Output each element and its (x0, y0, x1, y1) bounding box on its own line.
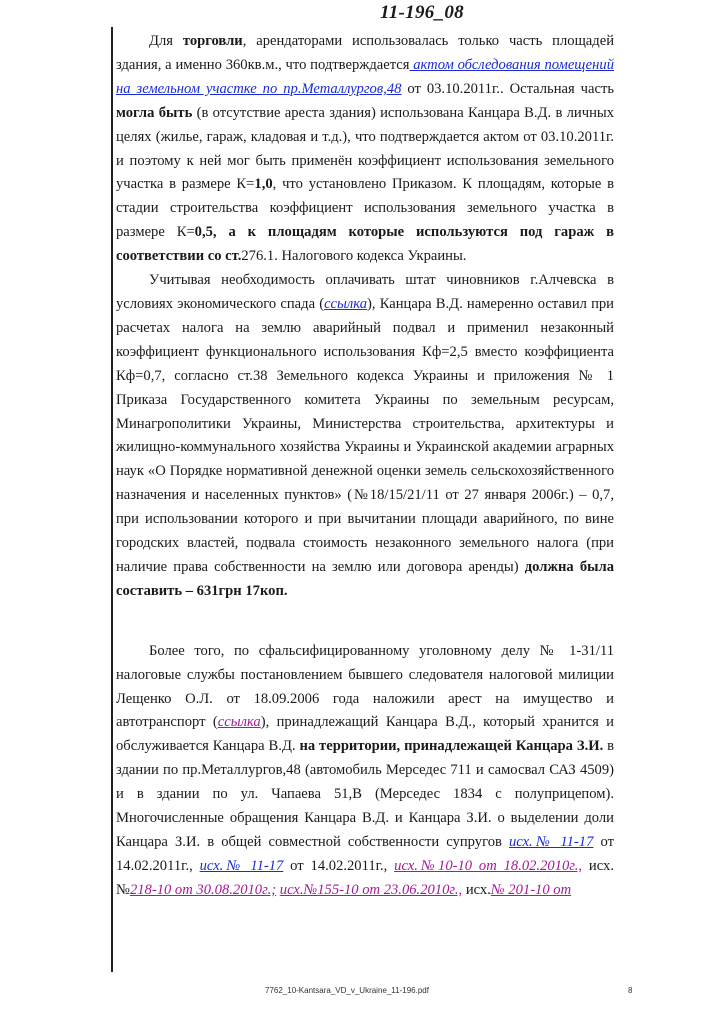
text-bold: 1,0 (254, 176, 273, 193)
margin-rule (111, 27, 113, 972)
link-outgoing-218-10[interactable]: 218-10 от 30.08.2010г.; (129, 881, 277, 898)
text-run: Учитывая необходимость оплачивать штат чиновников г.Алчевска в условиях экономического спада ( (116, 272, 614, 312)
paragraph-2 (116, 269, 614, 604)
text-run: от 14.02.2011г., (116, 834, 614, 874)
link-inspection-act[interactable]: актом обследования помещений на земельном участке по пр.Металлургов,48 (116, 56, 614, 97)
text-bold: на территории, принадлежащей Канцара З.И. (299, 738, 604, 755)
text-run: 276.1. Налогового кодекса Украины. (241, 248, 467, 265)
text-run: в здании по пр.Металлургов,48 (автомобиль Мерседес 711 и самосвал САЗ 4509) и в здании по ул. Чапаева 51,В (Мерседес 1834 с полуприцепом). Многочисленные обращения Канцара В.Д. и Канцара З.И. о выделении доли Канцара З.И. в общей совместной собственности супругов (116, 738, 615, 850)
footer-filename: 7762_10-Kantsara_VD_v_Ukraine_11-196.pdf (265, 986, 429, 995)
text-bold: должна была составить – 631грн 17коп. (116, 558, 615, 599)
paragraph-1 (116, 30, 614, 269)
text-run: (в отсутствие ареста здания) использована Канцара В.Д. в личных целях (жилье, гараж, кладовая и т.д.), что подтверждается актом от 03.10.2011г. и поэтому к ней мог быть применён коэффициент использования земельного участка в размере К= (116, 104, 614, 193)
text-run: , что установлено Приказом. К площадям, которые в стадии строительства коэффициент использования земельного участка в размере К= (116, 176, 615, 241)
paragraph-gap (116, 604, 614, 640)
text-bold: могла быть (116, 104, 193, 121)
paragraph-3 (116, 640, 614, 903)
link-reference[interactable]: ссылка (324, 295, 368, 312)
text-run: Более того, по сфальсифицированному уголовному делу № 1-31/11 налоговые службы постановлением бывшего следователя налоговой милиции Лещенко О.Л. от 18.09.2006 года наложили арест на имущество и автотранспорт ( (116, 642, 614, 731)
text-run: Для (149, 33, 183, 49)
link-outgoing-201-10[interactable]: № 201-10 от (490, 881, 572, 898)
link-reference[interactable]: ссылка (217, 714, 261, 731)
text-bold: торговли (182, 33, 243, 49)
document-id: 11-196_08 (380, 2, 464, 23)
text-run: от 03.10.2011г.. Остальная часть (401, 80, 614, 97)
text-bold: 0,5, а к площадям которые используются под гараж в соответствии со ст. (116, 224, 614, 265)
text-run: от 14.02.2011г., (283, 857, 395, 874)
link-outgoing-11-17[interactable]: исх.№ 11-17 (508, 834, 594, 850)
link-outgoing-155-10[interactable]: исх.№155-10 от 23.06.2010г., (279, 881, 463, 898)
text-run: исх.№ (116, 857, 614, 898)
link-outgoing-10-10[interactable]: исх.№10-10 от 18.02.2010г., (394, 857, 583, 874)
link-outgoing-11-17-b[interactable]: исх.№ 11-17 (199, 857, 284, 874)
text-run: ), принадлежащий Канцара В.Д., который хранится и обслуживается Канцара В.Д. (116, 714, 614, 755)
text-run: ), Канцара В.Д. намеренно оставил при расчетах налога на землю аварийный подвал и применил незаконный коэффициент функционального использования Кф=2,5 вместо коэффициента Кф=0,7, согласно ст.38 Земельного кодекса Украины и приложения № 1 Приказа Государственного комитета Украины по земельным ресурсам, Минагрополитики Украины, Министерства строительства, архитектуры и жилищно-коммунального хозяйства Украины и Украинской академии аграрных наук «О Порядке нормативной денежной оценки земель сельскохозяйственного назначения и населенных пунктов» (№18/15/21/11 от 27 января 2006г.) – 0,7, при использовании которого и при вычитании площади аварийного, по вине городских властей, подвала стоимость незаконного земельного налога (при наличие права собственности на землю или договора аренды) (116, 295, 614, 575)
text-run: исх. (462, 881, 491, 898)
text-run: , арендаторами использовалась только часть площадей здания, а именно 360кв.м., что подтверждается (116, 33, 614, 73)
page-body (116, 30, 614, 903)
page-number: 8 (628, 986, 633, 995)
